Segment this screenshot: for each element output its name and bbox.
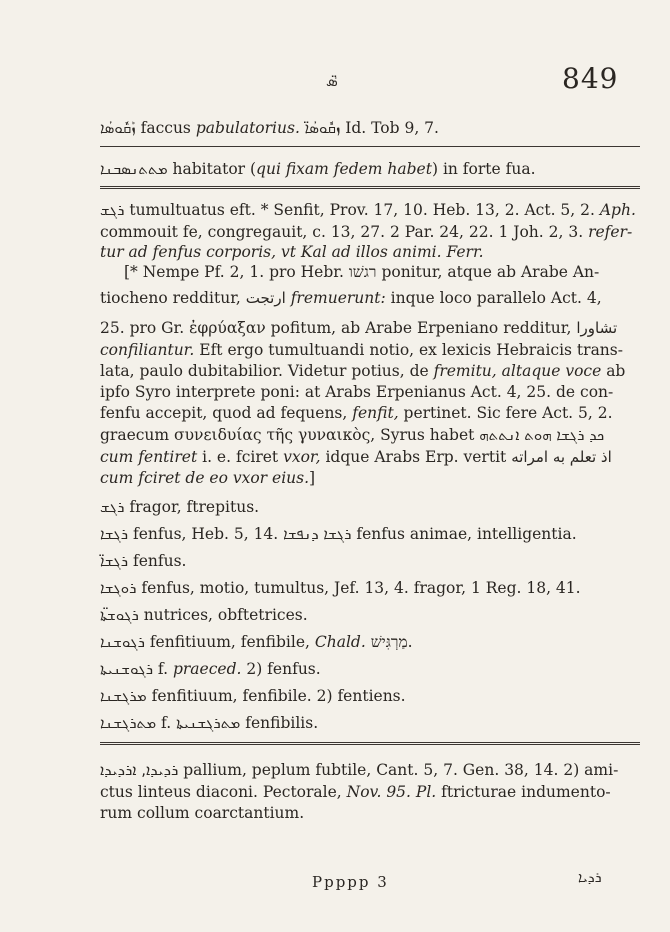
definition-tail: ) in forte fua. xyxy=(431,160,536,178)
syriac-headword: ܪܓܘܫܢܝܬܐ xyxy=(100,660,153,678)
definition-italic: qui fixam fedem habet xyxy=(256,160,432,178)
definition-italic: Nov. 95. xyxy=(346,783,411,801)
definition-text: faccus xyxy=(135,119,196,137)
definition-italic-2: Pl. xyxy=(410,783,437,801)
definition-text: ctus linteus diaconi. Pectorale, xyxy=(100,783,347,801)
definition-text: fenfitiuum, fenfibile, xyxy=(144,633,315,651)
definition-tail: inque loco parallelo Act. 4, xyxy=(385,289,602,307)
entry-line xyxy=(100,782,630,802)
entry-line xyxy=(100,159,630,179)
definition-italic: pabulatorius. xyxy=(195,119,300,137)
entry-line xyxy=(100,713,630,733)
entry-line xyxy=(100,632,630,652)
arabic-text: اذ تعلم به امراته xyxy=(511,448,612,466)
definition-tail: ab xyxy=(601,362,626,380)
entry-line xyxy=(100,760,630,780)
syriac-headword: ܪܓܫܐ xyxy=(100,525,129,543)
entry-line xyxy=(100,288,630,308)
definition-italic: tur ad fenfus corporis, vt Kal ad illos animi. Ferr. xyxy=(100,243,484,261)
entry-line xyxy=(100,551,630,571)
definition-italic-2: vxor, xyxy=(283,448,321,466)
definition-text: fenfu accepit, quod ad fequens, xyxy=(100,404,353,422)
definition-text: ipfo Syro interprete poni: at Arabs Erpenianus Act. 4, 25. de con- xyxy=(100,383,614,401)
double-divider-rule xyxy=(100,186,640,189)
entry-line xyxy=(100,497,630,517)
definition-italic: confiliantur. xyxy=(100,341,195,359)
definition-italic: fenfit, xyxy=(352,404,399,422)
definition-text: rum collum coarctantium. xyxy=(100,804,305,822)
syriac-headword: ܪܓܘܫܬܐ̈ xyxy=(100,606,139,624)
entry-line xyxy=(100,686,630,706)
definition-italic: Chald. xyxy=(314,633,366,651)
definition-text: fragor, ftrepitus. xyxy=(124,498,260,516)
arabic-text: ارتجت xyxy=(245,289,286,307)
definition-text: fenfus, Heb. 5, 14. xyxy=(128,525,284,543)
syriac-headword: ܪܓܘܫܢܐ xyxy=(100,633,145,651)
definition-italic: Aph. xyxy=(599,201,636,219)
entry-line xyxy=(124,262,634,282)
entry-line xyxy=(100,200,636,220)
syriac-headword: ܡܬܬܢܣܒܢܐ xyxy=(100,160,168,178)
definition-italic: fremitu, altaque voce xyxy=(433,362,602,380)
definition-tail: מַרְגִּישׁ. xyxy=(365,633,413,651)
definition-text: pallium, peplum fubtile, Cant. 5, 7. Gen. 38, 14. 2) ami- xyxy=(178,761,619,779)
definition-italic: refer- xyxy=(588,223,633,241)
definition-tail: 2) fenfus. xyxy=(241,660,321,678)
arabic-text: تشاورا xyxy=(576,319,618,337)
syriac-headword: ܪܘܓܫܐ xyxy=(100,579,137,597)
definition-italic: praeced. xyxy=(172,660,242,678)
entry-line xyxy=(100,468,630,488)
definition-text: i. e. fciret xyxy=(197,448,284,466)
definition-text: tumultuatus eft. * Senfit, Prov. 17, 10. Heb. 13, 2. Act. 5, 2. xyxy=(124,201,600,219)
syriac-variant: ܡܬܪܓܫܢܝܬܐ xyxy=(176,714,241,732)
definition-tail: fenfibilis. xyxy=(240,714,319,732)
entry-line xyxy=(100,425,630,445)
entry-line xyxy=(100,382,630,402)
catchword: ܪܕܝܐ xyxy=(578,870,602,886)
definition-tail: fenfus animae, intelligentia. xyxy=(351,525,577,543)
definition-text: ] xyxy=(309,469,316,487)
header-glyph: ܣ̈݁ xyxy=(326,72,338,90)
definition-text: fenfus, motio, tumultus, Jef. 13, 4. fragor, 1 Reg. 18, 41. xyxy=(136,579,581,597)
definition-tail: ftricturae indumento- xyxy=(436,783,611,801)
syriac-variant: ܙܩܽܘܣܳܐ̈ xyxy=(299,119,341,137)
entry-line xyxy=(100,118,630,138)
entry-line xyxy=(100,340,630,360)
definition-italic: fremuerunt: xyxy=(285,289,386,307)
definition-tail: idque Arabs Erp. vertit xyxy=(320,448,512,466)
definition-text: f. xyxy=(153,660,173,678)
entry-line xyxy=(100,222,633,242)
definition-text: Eft ergo tumultuandi notio, ex lexicis Hebraicis trans- xyxy=(194,341,623,359)
definition-text: 25. pro Gr. ἐφρύαξαν pofitum, ab Arabe Erpeniano redditur, xyxy=(100,319,577,337)
double-divider-rule xyxy=(100,742,640,745)
definition-text: fenfitiuum, fenfibile. 2) fentiens. xyxy=(146,687,406,705)
entry-line xyxy=(100,403,630,423)
syriac-headword: ܪܓܫ xyxy=(100,201,125,219)
syriac-headword: ܡܪܓܫܢܐ xyxy=(100,687,147,705)
definition-tail: pertinet. Sic fere Act. 5, 2. xyxy=(398,404,613,422)
entry-line xyxy=(100,318,630,338)
definition-text: nutrices, obftetrices. xyxy=(138,606,308,624)
entry-line xyxy=(100,447,630,467)
entry-line xyxy=(100,242,630,262)
definition-text: f. xyxy=(156,714,177,732)
entry-line xyxy=(100,803,630,823)
syriac-headword: ܡܬܪܓܫܢܐ xyxy=(100,714,157,732)
syriac-headword: ܪܓܫ xyxy=(100,498,125,516)
definition-text: [* Nempe Pf. 2, 1. pro Hebr. רגשׁו ponitur, atque ab Arabe An- xyxy=(124,263,600,281)
page-number: 849 xyxy=(562,62,619,95)
definition-text: graecum συνειδυίας τῆς γυναικὸς, Syrus habet xyxy=(100,426,480,444)
entry-line xyxy=(100,659,630,679)
entry-line xyxy=(100,605,630,625)
entry-line xyxy=(100,524,630,544)
definition-text: lata, paulo dubitabilior. Videtur potius, de xyxy=(100,362,434,380)
definition-text: habitator ( xyxy=(167,160,257,178)
entry-line xyxy=(100,361,630,381)
definition-text: commouit fe, congregauit, c. 13, 27. 2 Par. 24, 22. 1 Joh. 2, 3. xyxy=(100,223,589,241)
syriac-headword: ܪܓܫܐ̈ xyxy=(100,552,129,570)
definition-italic: cum fentiret xyxy=(100,448,198,466)
definition-tail: Id. Tob 9, 7. xyxy=(340,119,439,137)
syriac-headword: ܙܰܩܽܘܣܳܐ xyxy=(100,119,136,137)
definition-text: tiocheno redditur, xyxy=(100,289,246,307)
definition-text: fenfus. xyxy=(128,552,187,570)
entry-line xyxy=(100,578,630,598)
syriac-headword: ܪܕܝܕܐ, ܐܪܕܝܕܐ xyxy=(100,761,179,779)
definition-italic: cum fciret de eo vxor eius. xyxy=(100,469,310,487)
divider-rule xyxy=(100,146,640,147)
syriac-text: ܟܕ ܪܓܫܐ ܗܘܬ ܐܢܬܬܗ xyxy=(479,426,605,444)
syriac-phrase: ܪܓܫܐ ܕܢܦܫܐ xyxy=(283,525,352,543)
signature-mark: Ppppp 3 xyxy=(312,873,389,891)
